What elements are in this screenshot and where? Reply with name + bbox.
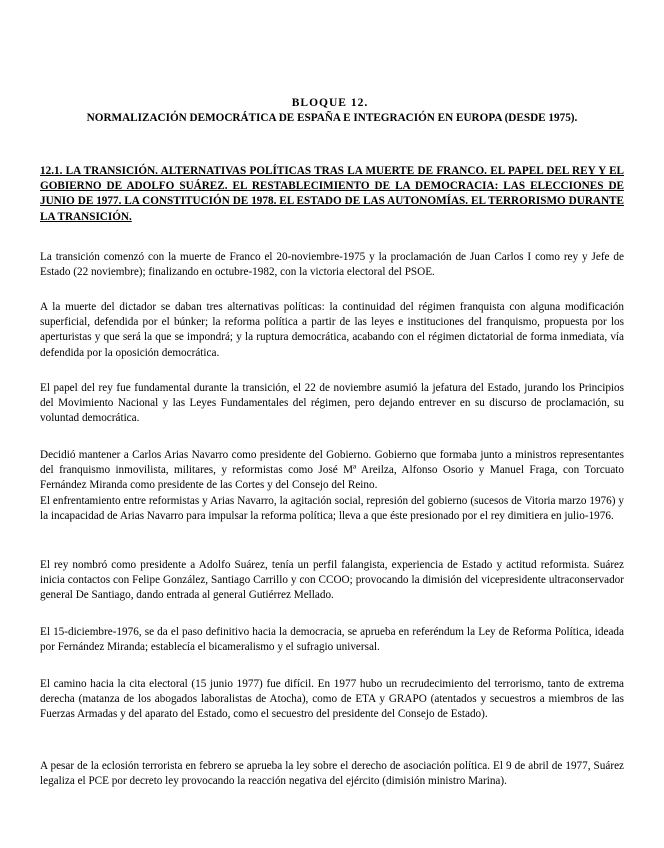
paragraph-suarez-appointment: El rey nombró como presidente a Adolfo Suárez, tenía un perfil falangista, experiencia de Estado y actitud reformista. Suárez inicia contactos con Felipe González, Santiago Carrillo y con CCOO; provocando la dimisión del vicepresidente ultraconservador general De Santiago, dando entrada al general Gutiérrez Mellado. [40, 559, 624, 602]
block-subtitle: NORMALIZACIÓN DEMOCRÁTICA DE ESPAÑA E INTEGRACIÓN EN EUROPA (DESDE 1975). [86, 112, 578, 124]
paragraph-role-of-king: El papel del rey fue fundamental durante la transición, el 22 de noviembre asumió la jefatura del Estado, jurando los Principios del Movimiento Nacional y las Leyes Fundamentales del régimen, pero dejando entrever en su discurso de proclamación, su voluntad democrática. [40, 382, 624, 425]
paragraph-group-arias-navarro [40, 448, 624, 524]
paragraph-political-reform-law: El 15-diciembre-1976, se da el paso definitivo hacia la democracia, se aprueba en referéndum la Ley de Reforma Política, ideada por Fernández Miranda; establecía el bicameralismo y el sufragio universal. [40, 626, 624, 654]
paragraph-political-alternatives: A la muerte del dictador se daban tres alternativas políticas: la continuidad del régimen franquista con alguna modificación superficial, defendida por el búnker; la reforma política a partir de las leyes e instituciones del franquismo, propuesta por los aperturistas y que será la que se impondrá; y la ruptura democrática, acabando con el régimen dictatorial de forma inmediata, vía defendida por la oposición democrática. [40, 301, 624, 359]
section-heading: 12.1. LA TRANSICIÓN. ALTERNATIVAS POLÍTICAS TRAS LA MUERTE DE FRANCO. EL PAPEL DEL REY Y EL GOBIERNO DE ADOLFO SUÁREZ. EL RESTABLECIMIENTO DE LA DEMOCRACIA: LAS ELECCIONES DE JUNIO DE 1977. LA CONSTITUCIÓN DE 1978. EL ESTADO DE LAS AUTONOMÍAS. EL TERRORISMO DURANTE LA TRANSICIÓN. [40, 165, 624, 223]
paragraph-road-to-elections: El camino hacia la cita electoral (15 junio 1977) fue difícil. En 1977 hubo un recrudecimiento del terrorismo, tanto de extrema derecha (matanza de los abogados laboralistas de Atocha), como de ETA y GRAPO (atentados y secuestros a miembros de las Fuerzas Armadas y del aparato del Estado, como el secuestro del presidente del Consejo de Estado). [40, 678, 624, 721]
block-title: BLOQUE 12. [291, 97, 369, 109]
paragraph-arias-resignation: El enfrentamiento entre reformistas y Arias Navarro, la agitación social, represión del gobierno (sucesos de Vitoria marzo 1976) y la incapacidad de Arias Navarro para impulsar la reforma política; lleva a que éste presionado por el rey dimitiera en julio-1976. [40, 494, 624, 522]
paragraph-pce-legalization: A pesar de la eclosión terrorista en febrero se aprueba la ley sobre el derecho de asociación política. El 9 de abril de 1977, Suárez legaliza el PCE por decreto ley provocando la reacción negativa del ejército (dimisión ministro Marina). [40, 760, 624, 788]
paragraph-transition-start: La transición comenzó con la muerte de Franco el 20-noviembre-1975 y la proclamación de Juan Carlos I como rey y Jefe de Estado (22 noviembre); finalizando en octubre-1982, con la victoria electoral del PSOE. [40, 251, 624, 279]
paragraph-arias-government: Decidió mantener a Carlos Arias Navarro como presidente del Gobierno. Gobierno que formaba junto a ministros representantes del franquismo inmovilista, militares, y reformistas como José Mª Areilza, Alfonso Osorio y Manuel Fraga, con Torcuato Fernández Miranda como presidente de las Cortes y del Consejo del Reino. [40, 449, 624, 492]
